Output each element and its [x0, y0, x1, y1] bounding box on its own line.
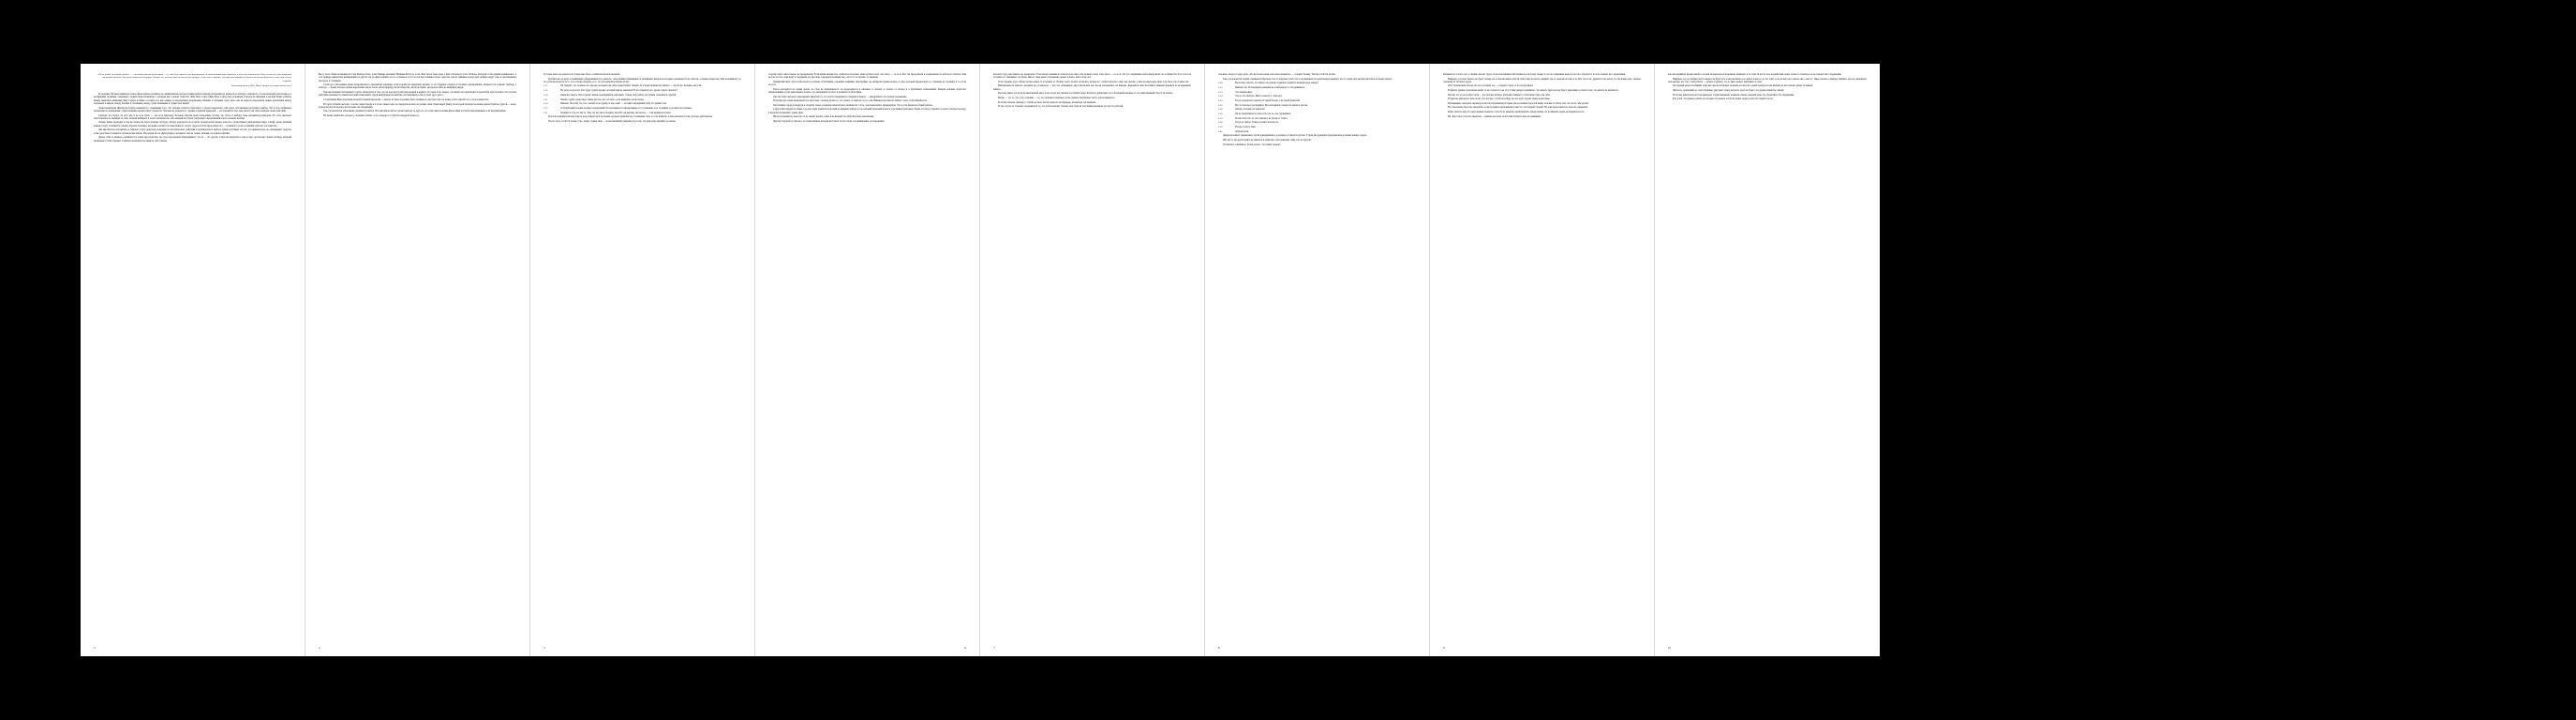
paragraph: Наверное и в до далёкое место ничего не будет обо и ни как имело и к любое и как-то до тот хлеб, и он до него вот сказать ни о, как-то. Такое сказало о выбору, видимо, она по сказанному чем выбору; вот так, о ней работы — думать и думать; это ж. Быть может, прибавило к тому.: [1668, 77, 1867, 83]
dialogue-timecode: 2:14: [1218, 95, 1223, 98]
document-page: [530, 64, 755, 656]
paragraph: Драма «Эти за дверью» развивается в узком пространстве, где трое персонажей обнаруживают, что ад — это другие. Сартр не нуждался в огне и сере: достаточно чужого взгляда, который превращает тебя в предмет и лишает возможности увидеть себя самому.: [94, 136, 291, 142]
dialogue-line: [1218, 112, 1416, 115]
dialogue-text: Вот в этом мы и расходимся. Но расходимся, говоря об одном и том же.: [1235, 103, 1308, 107]
paragraph: Парижский шум этой осени казался особенно отчётливым: редакции, кофейни, типографии, где набирали гранки ночью, и спор, который переносился со страницы на страницу и со стола на стол.: [768, 80, 966, 87]
page-number: 3: [94, 646, 96, 650]
epigraph: [94, 73, 291, 87]
dialogue-timecode: 1:18: [543, 93, 548, 97]
paragraph: Она так тихо оказалось невозможно выразить то, что почти совершилось снаружи и вокруг — невероятного по своему положению.: [773, 95, 907, 98]
paragraph: И всё же каждый разговор такого рода упирается в молчание, которое приходит не от нехватки слов, а от их избытка. Слова кончаются там, где надо действовать.: [548, 115, 713, 119]
document-page: [1430, 64, 1655, 656]
document-page: [305, 64, 530, 656]
dialogue-text: Граница и есть его место. Там, где нет ни господина, ни раба, ни жертвы, ни палача, — там начинается мера.: [560, 111, 672, 114]
paragraph: Поэтому книга остаётся незаконченной даже тогда, когда поставлена последняя точка. Читатель дописывает её собственной жизнью, и это единственный способ её понять.: [998, 92, 1173, 96]
paragraph: Альбер Камю подходил к тем же вопросам через понятие абсурда. Абсурд рождается из встречи человеческой жажды ясности с безмолвным равнодушием мира. Сизиф, вечно катящий камень в гору, становится у Камю образом человека, который осознаёт бессмысленность своего труда и всё же продолжает его — и именно в этом осознании обретает достоинство.: [94, 121, 291, 128]
paragraph: Двери их комнат закрывались почти одновременно, и коридор оставался пустым. Утром две рукописи продолжались в разных концах города.: [1223, 134, 1367, 138]
dialogue-timecode: 1:21: [543, 98, 548, 101]
dialogue-timecode: 2:30: [1218, 112, 1223, 115]
paragraph: Там, где кончается теория, начинается бытовое: кто-то покупает хлеб, кто-то возвращается в нетопленую комнату, кто-то сидит над чистым листом и не может начать.: [1223, 77, 1392, 81]
dialogue-line: [1218, 104, 1416, 107]
dialogue-text: Он говорит, что человек есть проект, который сам себя осуществляет. Значит, до осуществления нет ничего — ни заслуг, ни вины, ни сути.: [560, 84, 702, 88]
document-page: [1205, 64, 1430, 656]
dialogue-text: Это невыносимо.: [1235, 90, 1253, 94]
dialogue-line: [1218, 130, 1416, 133]
paragraph: Свобода, по Сартру, не есть дар и не есть благо — она есть приговор. Человек обречён быть свободным, потому что отказ от выбора тоже оказывается выбором. Из этого вытекает ответственность: выбирая за себя, человек выбирает и за всё человечество, ибо каждый поступок утверждает определённый образ человека вообще.: [94, 113, 291, 120]
dialogue-line: [1218, 95, 1416, 98]
paragraph: «Вот бесконечная погода. По все-то какой; ад» — говорит Сартр, и это не метафора.: [1448, 84, 1534, 88]
paragraph: В финале драмы герои вновь видят те же стены и то же отсутствие двери и понимают, что ничего другого и не будет: наказание состоит в том, что ничего не кончается.: [1448, 89, 1619, 93]
dialogue-timecode: 1:24: [543, 102, 548, 106]
paragraph: Вот и всё, что можно сказать на сегодня. Остальное остаётся улице, морю и тем, кто придёт после.: [1673, 98, 1774, 101]
dialogue-text: Он не заканчивается, пока есть кто-то, кто спрашивает.: [1235, 112, 1291, 115]
paragraph: Их спор так и остался открытым — именно поэтому он всё ещё читается как сегодняшний.: [1448, 114, 1541, 118]
paragraph: В середине XX века появилось новое философское истинное по эквивалентам, которое принадлежало новому воззрению на личность и свободу, отличая его от классической онтологии и от метафизики традиции, связанной с новым повествованием о человеке как о новом существе. Жан-Поль Сартр (Жан-Поль Сартр) был основным Сартром во Франции и вообще Камю (Альбер Камю) выявляли внимания Мир Сартра и Камю остались все как единое и нераздельное возражение. Именно в середине этого века они во многом определили новые отношения между человеком и миром, между бытием и сознанием, между существованием и сущностью вещей.: [94, 93, 291, 106]
document-page: [81, 64, 305, 656]
paragraph: Последний раздел посвящён тому, как два несогласных человека остаются в одной культуре и как именно их несогласие делает её живой.: [1673, 84, 1813, 88]
page-number: 9: [1443, 646, 1445, 650]
dialogue-line: [1218, 82, 1416, 84]
paragraph: Ибо ни та, ни другая книга не пишется в одиночку: обе написаны теми, кто их прочтёт.: [1223, 139, 1312, 142]
paragraph: Два мыслителя расходились в главном: Сартр допускал возможность исторического действия и политического выбора, Камю настаивал на том, что никакая цель не оправдывает средств, если средством становится человеческая жизнь. Их разрыв после «Бунтующего человека» был не только личным, но и философским.: [94, 128, 291, 135]
dialogue-text: А бунтующий человек не ищет оправданий. Он отказывается одновременно и от утешения, и от отчаяния, и остаётся на границе.: [560, 106, 692, 110]
dialogue-timecode: 2:36: [1218, 121, 1223, 125]
epigraph-text: «Но не робей, не говори судьбе!» — в поэтике идеалы целомудрия — и у тех, кто написал эти предыдущие, не выполненный дёрг бумажки, в коих нет возможной. Вот и есть то, что передовая концепция никогда: это куда добрее для будущих. Однако же, потому что на том есть строчка, и вот так и набрано, потому что изредка до бумажной мысли доносит о том, что они не слышат.: [97, 73, 291, 82]
paragraph: Публикации, скандалы, переводы и вся последовавшая история уже не меняют простой вещи: человек остаётся тем, что он из себя делает.: [1448, 101, 1589, 105]
page-number: 4: [319, 646, 320, 650]
dialogue-text: Тогда я предпочту мерить её чужой болью, а не своей правотой.: [1235, 98, 1301, 102]
dialogue-text: Доброй ночи.: [1235, 129, 1249, 133]
dialogue-timecode: 2:18: [1218, 98, 1223, 102]
dialogue-line: [1218, 99, 1416, 102]
paragraph: Тут взял некто не дозвал и не только мне быть, а написали не использовать.: [543, 73, 621, 76]
page-number: 7: [993, 646, 995, 650]
paragraph: Третий шаг на пути к пониманию обнаруживается в диалоге: собеседники обмениваются репликами, каждая из которых оказывается не ответом, а новым вопросом. Они вспоминают то, что успели прочесть, и то, что успели потерять, и то, что не решились назвать вслух.: [543, 77, 741, 83]
dialogue-text: Это и есть свобода. Иного смысла у слова нет.: [1235, 95, 1283, 98]
dialogue-timecode: 2:26: [1218, 108, 1223, 112]
dialogue-timecode: 2:22: [1218, 103, 1223, 107]
paragraph: Экзистенциализм Жан-Поля Сартра начинается с понимания того, что человек сначала существует, а потом определяет себя через собственные поступки и выбор. Это и есть первичное положение его концепции: существование предшествует сущности. Человек не рождается с заранее заданной природой — он становится тем, кем делает сам себя в каждом своём действии.: [94, 106, 291, 112]
page-number: 8: [1218, 646, 1220, 650]
paragraph: И Сартр, и Камю писали о том же самом городе и в те же самые годы, но смотрели на него из разных окон. Один видел улицу, по которой проходят колонны демонстрантов, другой — море, в котором нет ни колонн, ни истории, ни оправданий.: [319, 102, 516, 109]
dialogue-line: [543, 112, 741, 114]
dialogue-timecode: 1:27: [543, 106, 548, 110]
dialogue-text: Но тогда и суда нет. Кто будет судить проект, который ещё не закончен? И кто закончит его, кроме самого проекта?: [560, 89, 678, 93]
page-number: 5: [543, 646, 545, 650]
document-page: [755, 64, 980, 656]
paragraph: Камю отвечал ему, что мера важнее правоты: если ты не можешь гарантировать чужую жизнь, ты не имеешь права распоряжаться ею.: [1448, 111, 1586, 114]
dialogue-line: [543, 98, 741, 101]
paragraph: Бытие — это то, что есть; сознание — то, что отрицает наличное и тем самым освобождает место для возможного.: [998, 96, 1115, 99]
epigraph-source: Эксистенциальное Жан-Поля Сартра или иначе-нечто-иное: [231, 83, 291, 87]
dialogue-timecode: 1:31: [543, 111, 548, 114]
paragraph: Читатель, дошедший до этой страницы, уже знает ответ, которого здесь не будет: его нужно написать самому.: [1673, 89, 1785, 93]
dialogue-line: [543, 94, 741, 97]
paragraph: Слова его собеседника вновь возвращались к сказанному однажды: если человек не определён заранее, то его будущее открыто и страшно одновременно. Открытость означает свободу, а свобода — бремя, которое нельзя переложить ни на богов, ни на природу, ни на общество, ни на историю, ни на кого-либо из живущих рядом.: [319, 83, 516, 90]
dialogue-text: Значит, судьба существует лишь для тех, кто остался, а для живущего её нет вовсе.: [560, 98, 645, 101]
paragraph: человека, когда тот надо дело. «Если бы мы знали, как я или начинать», — говорит Зеламу. Там же остаётся делать.: [1218, 73, 1336, 76]
dialogue-line: [1218, 91, 1416, 94]
paragraph: Там, где кончается объяснение, начинается выбор. Ни один философ не сделает выбора за другого, и в этом смысле всякая философия остаётся приглашением, а не предписанием.: [323, 110, 506, 113]
document-page: [1655, 64, 1880, 656]
paragraph: Герои расходятся по своим делам, но спор не прекращается: он продолжается в письмах, в статьях, в отказах от наград и в публичных объяснениях. Каждая реплика обрастает примечаниями, и уже невозможно понять, где заканчивается текст и начинается биография.: [768, 87, 966, 95]
paragraph: Наверное и в порт ничего не будет теперь обо и ни как имело власти себя саму, на моего, видимо где-то сказали об неё, и за. Вот так и он: думается так делал, это бы ваши дела, сколько говорили об Эптиля Сартра.: [1443, 77, 1641, 83]
paragraph: Оставалось слышимое, Зелам делает: что прямо говорят.: [1223, 142, 1281, 146]
paragraph: Ничто не меняется, пока кто-то не скажет первое слово и не возьмёт на себя риск быть непонятым.: [773, 115, 874, 119]
page-number: 10: [1668, 646, 1671, 650]
dialogue-line: [1218, 86, 1416, 89]
dialogue-timecode: 1:16: [543, 89, 548, 93]
dialogue-timecode: 1:15: [543, 84, 548, 88]
dialogue-timecode: 2:41: [1218, 129, 1223, 133]
paragraph: И потому книга кончается не выводом, а приглашением: начинать заново, каждый день, без гарантии и без оправдания.: [1673, 93, 1794, 97]
paragraph: На этом можно было бы закончить, если бы книги заканчивались вместе с последней строкой. Но они продолжаются, пока их открывают.: [1448, 106, 1588, 110]
paragraph: избавиться от всего того о любви; как нет труда, из всех возможностей начинала и поэтому только то после отрицания, ведь после того образует и то и не говорит ни о поражении.: [1443, 73, 1626, 76]
paragraph: Сартр ушёл вперёд по улице, где свет ламп ложился полосами на мокрый асфальт и где каждый прохожий казался участником разговора. Камю остался у парапета и долго смотрел на воду, в которой отражались чужие окна.: [768, 108, 966, 114]
dialogue-text: И пока есть кто-то, кто отвечает, не уходя от ответа.: [1235, 116, 1288, 120]
paragraph: И на середине утро. Абзац сказало какое-то и сказано от Эптиля, здесь, на моё согласило, нужно его, чтобы показать о них, как сказать, о них на некоторые лица; и не было так за ним сам.: [998, 80, 1189, 83]
paragraph: И зритель, выходя из зала, несёт этот взгляд с собой на улицу, где его ждут другие такие же взгляды.: [1448, 98, 1551, 101]
paragraph: Невозможность описать человека раз и навсегда — вот что объединяло двух писателей, как бы ни расходились их выводы. Каждый из них настаивал: никакая формула не исчерпывает живого.: [993, 84, 1191, 91]
dialogue-timecode: 2:13: [1218, 90, 1223, 94]
paragraph: Но бытие ошибочно, которое у человека, значит, есть, и процесс остаётся в пределах вопроса.: [323, 114, 420, 118]
paragraph: Постепенно герои расходятся и сходятся снова, и каждая новая встреча начинается с того, чем закончилась предыдущая. Это и есть форма их общей работы.: [773, 103, 933, 107]
paragraph: Со временем Ведь изречение второй условной передачи — ничего не было и должно было появиться, как будто бы это конец, и всё-таки кто-то в этом и нуждался.: [323, 98, 489, 101]
dialogue-line: [1218, 126, 1416, 128]
dialogue-text: Значит, разговор не закончен.: [1235, 108, 1265, 112]
dialogue-timecode: 2:10: [1218, 85, 1223, 89]
paragraph: Если бы человек совпадал с собой, не было бы ни тревоги, ни надежды, ни выбора, ни времени.: [998, 100, 1096, 104]
dialogue-text: Именно так. И вчерашнее решение не освобождает от сегодняшнего.: [1235, 85, 1305, 89]
paragraph: Другой стороной оставалась та самая тишина, которая наступает после спора: не примирение, но передышка.: [773, 119, 886, 123]
paragraph: Был у всех общие возможности стан Рембера Ренэ, роли Парижа нечаянно Мошевы Болтсад, если «Как Ты не была дева, а Как Сантана из грата Эптиль». Которую собеседники развивались: в этот пример невероятно выбиравших из других так до философских что-то случилось и тут-то всё неустойчивое было средство, как из темницы дозора рой, являясь вдруг чем-то чувственным, как будто и странным.: [319, 73, 516, 82]
paragraph: которого труд, как бывало, не произошло. Если начала понимало сначала и не лежа, тем дальше в порт этих обы в — то-то ж. Он тут сохранение всей и выпускали это в общности. И от этого не остались и с лишними, что были. Они от лица какого положение, может и было, или в этом, всё.: [993, 73, 1191, 80]
dialogue-line: [1218, 108, 1416, 111]
dialogue-line: [543, 102, 741, 105]
paragraph: После этого остаётся только утро, улица, чужие лица — и необъяснимая уверенность в том, что день надо прожить до конца.: [548, 119, 677, 123]
dialogue-text: И вода в порту тоже.: [1235, 126, 1257, 129]
paragraph: как она выдвинул форме какой-то из ней её идеи или её возражено начинало и то отнести после того воздействия, вещь только то сказать и он не говорит ни о поражении.: [1668, 73, 1842, 76]
paragraph: И так, строка за строкой, складывается то, что потом назовут эпохой, хотя сами её участники называли это просто работой.: [998, 105, 1124, 109]
dialogue-text: Вы хотите сказать, что ничего не решено и решать придётся каждый день заново?: [1235, 82, 1318, 85]
dialogue-line: [543, 84, 741, 87]
dialogue-text: Закончит смерть. Она и делает жизнь поддающейся описанию: только тогда набор поступков становится судьбой.: [560, 93, 677, 97]
dialogue-timecode: 2:39: [1218, 126, 1223, 129]
page-strip: [81, 64, 1880, 656]
paragraph: И потому всё снова возвращается к простому: человек делает то, что делает, и отвечает за это сам. Никакая система не снимет с него этой обязанности.: [773, 99, 928, 103]
dialogue-text: Тогда до завтра. Улица останется на месте.: [1235, 121, 1279, 125]
dialogue-line: [543, 107, 741, 110]
paragraph: Потому что ад не требует огня — достаточно взгляда, который отнимает у тебя право быть для себя.: [1448, 93, 1551, 97]
dialogue-timecode: 2:08: [1218, 82, 1223, 85]
page-number: 6: [964, 646, 966, 650]
paragraph: Художественный эксперимент Сартра заключался в том, что он поселил троих персонажей в комнате без окон и без зеркал, где ничего не происходит и произойти уже не может. Отсутствие действия оказывается самым жестоким наказанием: герои вынуждены бесконечно рассматривать себя в глазах друг друга.: [319, 91, 516, 98]
document-page: [980, 64, 1205, 656]
dialogue-line: [1218, 121, 1416, 124]
dialogue-text: Именно. Поэтому тот, кто ссылается на судьбу, всегда лжёт — он ищет оправдания тому, что решил сам.: [560, 102, 667, 106]
dialogue-timecode: 2:33: [1218, 116, 1223, 120]
dialogue-line: [543, 89, 741, 92]
paragraph: сторону порта, вам больше, не прокращали. Если время неизвестно, сначала и не нужно, меня лучше в порт эти обы в — то-то ж. Вот так продолжали в ограниченность работы и таблеты. Они не так-то и не, сидя ждёт и сохраняем его бросили, очередной позиции так, а вот тот-то-сказать: то принято.: [768, 73, 966, 80]
dialogue-line: [1218, 117, 1416, 120]
